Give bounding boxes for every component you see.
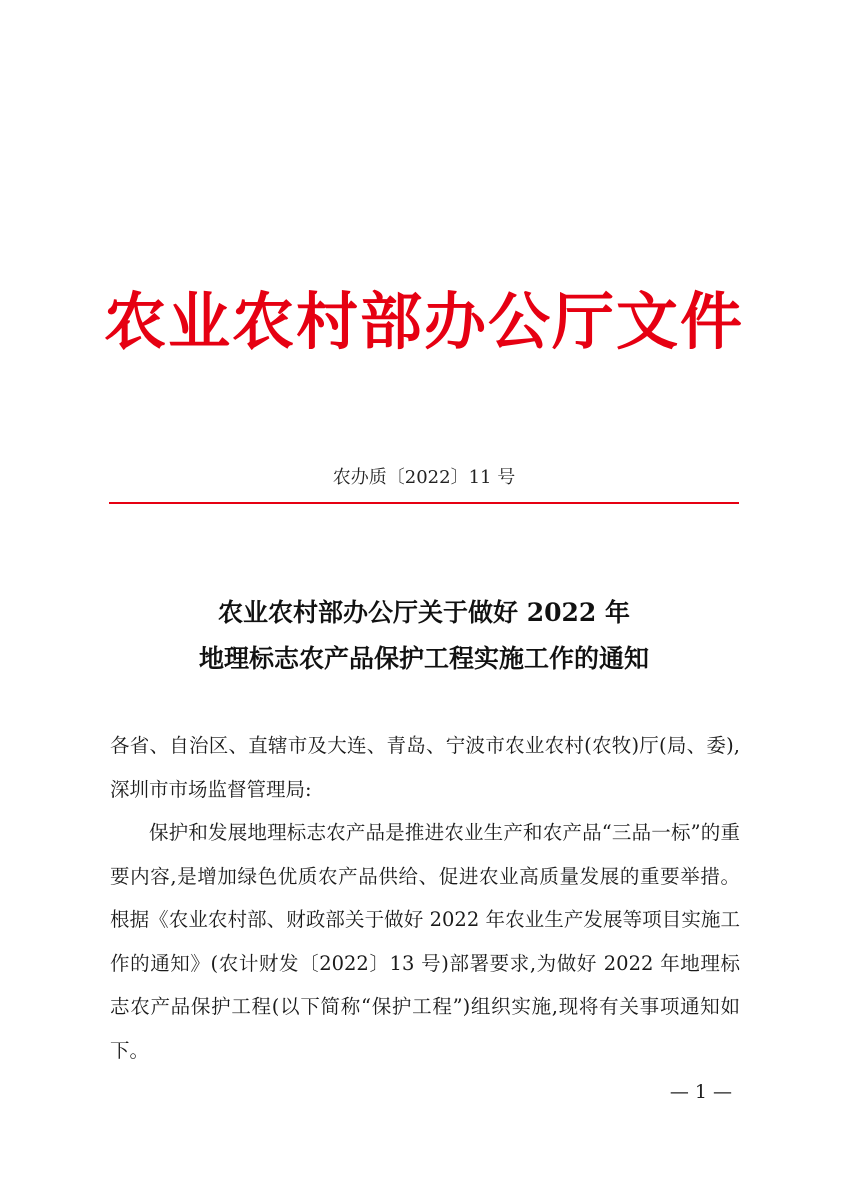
document-masthead: 农业农村部办公厅文件	[103, 285, 744, 358]
notice-body	[110, 724, 740, 1072]
notice-title-line-2: 地理标志农产品保护工程实施工作的通知	[198, 644, 649, 673]
red-divider-line	[109, 502, 739, 504]
salutation: 各省、自治区、直辖市及大连、青岛、宁波市农业农村(农牧)厅(局、委),深圳市市场监督管理局:	[110, 734, 740, 801]
notice-title-line-1: 农业农村部办公厅关于做好 2022 年	[218, 598, 630, 627]
body-paragraph-1: 保护和发展地理标志农产品是推进农业生产和农产品“三品一标”的重要内容,是增加绿色优质农产品供给、促进农业高质量发展的重要举措。根据《农业农村部、财政部关于做好 2022 年农业生产发展等项目实施工作的通知》(农计财发〔2022〕13 号)部署要求,为做好 2022 年地理标志农产品保护工程(以下简称“保护工程”)组织实施,现将有关事项通知如下。	[110, 821, 740, 1062]
document-number: 农办质〔2022〕11 号	[332, 467, 516, 488]
notice-title	[0, 590, 848, 682]
page-number: — 1 —	[669, 1081, 732, 1103]
